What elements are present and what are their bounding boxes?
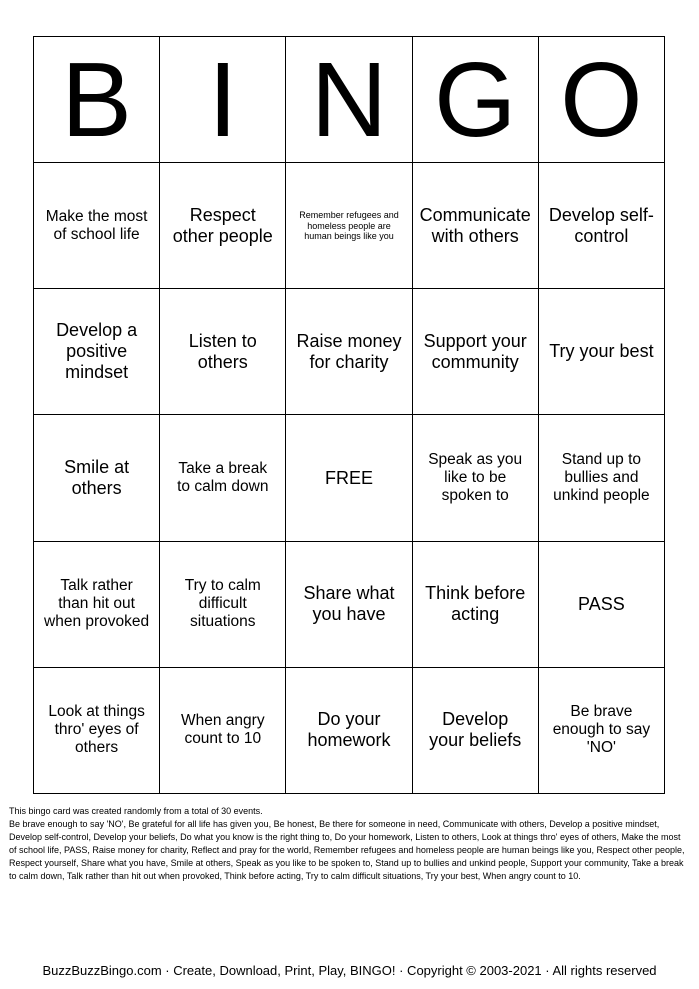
footnote-intro: This bingo card was created randomly from a total of 30 events.	[9, 806, 263, 816]
bingo-cell: Respect other people	[160, 163, 286, 289]
bingo-card	[33, 36, 665, 794]
site-credit: BuzzBuzzBingo.com · Create, Download, Print, Play, BINGO! · Copyright © 2003-2021 · All rights reserved	[42, 963, 657, 978]
header-letter-g: G	[413, 37, 539, 163]
bingo-cell: Be brave enough to say 'NO'	[539, 668, 665, 794]
bingo-cell: Try your best	[539, 289, 665, 415]
bingo-cell: Do your homework	[286, 668, 412, 794]
bingo-cell-free: FREE	[286, 415, 412, 541]
bingo-cell: Look at things thro' eyes of others	[34, 668, 160, 794]
bingo-cell: Develop your beliefs	[413, 668, 539, 794]
header-letter-b: B	[34, 37, 160, 163]
bingo-cell: Smile at others	[34, 415, 160, 541]
bingo-cell: Listen to others	[160, 289, 286, 415]
bingo-cell: Share what you have	[286, 542, 412, 668]
bingo-cell: Stand up to bullies and unkind people	[539, 415, 665, 541]
header-letter-n: N	[286, 37, 412, 163]
bingo-cell: Support your community	[413, 289, 539, 415]
bingo-cell: Speak as you like to be spoken to	[413, 415, 539, 541]
bingo-cell: Talk rather than hit out when provoked	[34, 542, 160, 668]
bingo-cell: Take a break to calm down	[160, 415, 286, 541]
bingo-cell: Try to calm difficult situations	[160, 542, 286, 668]
event-footnote	[9, 805, 690, 883]
footnote-event-list: Be brave enough to say 'NO', Be grateful for all life has given you, Be honest, Be there for someone in need, Communicate with others, Develop a positive mindset, Develop self-control, Develop your beliefs, Do what you know is the right thing to, Do your homework, Listen to others, Look at things thro' eyes of others, Make the most of school life, PASS, Raise money for charity, Reflect and pray for the world, Remember refugees and homeless people are human beings like you, Respect other people, Respect yourself, Share what you have, Smile at others, Speak as you like to be spoken to, Stand up to bullies and unkind people, Support your community, Take a break to calm down, Talk rather than hit out when provoked, Think before acting, Try to calm difficult situations, Try your best, When angry count to 10.	[9, 819, 685, 881]
bingo-cell: PASS	[539, 542, 665, 668]
bingo-cell: Develop self-control	[539, 163, 665, 289]
bingo-cell: Make the most of school life	[34, 163, 160, 289]
bingo-cell: When angry count to 10	[160, 668, 286, 794]
bingo-cell: Remember refugees and homeless people are human beings like you	[286, 163, 412, 289]
bingo-cell: Think before acting	[413, 542, 539, 668]
bingo-cell: Develop a positive mindset	[34, 289, 160, 415]
header-letter-o: O	[539, 37, 665, 163]
bingo-cell: Communicate with others	[413, 163, 539, 289]
bingo-cell: Raise money for charity	[286, 289, 412, 415]
header-letter-i: I	[160, 37, 286, 163]
